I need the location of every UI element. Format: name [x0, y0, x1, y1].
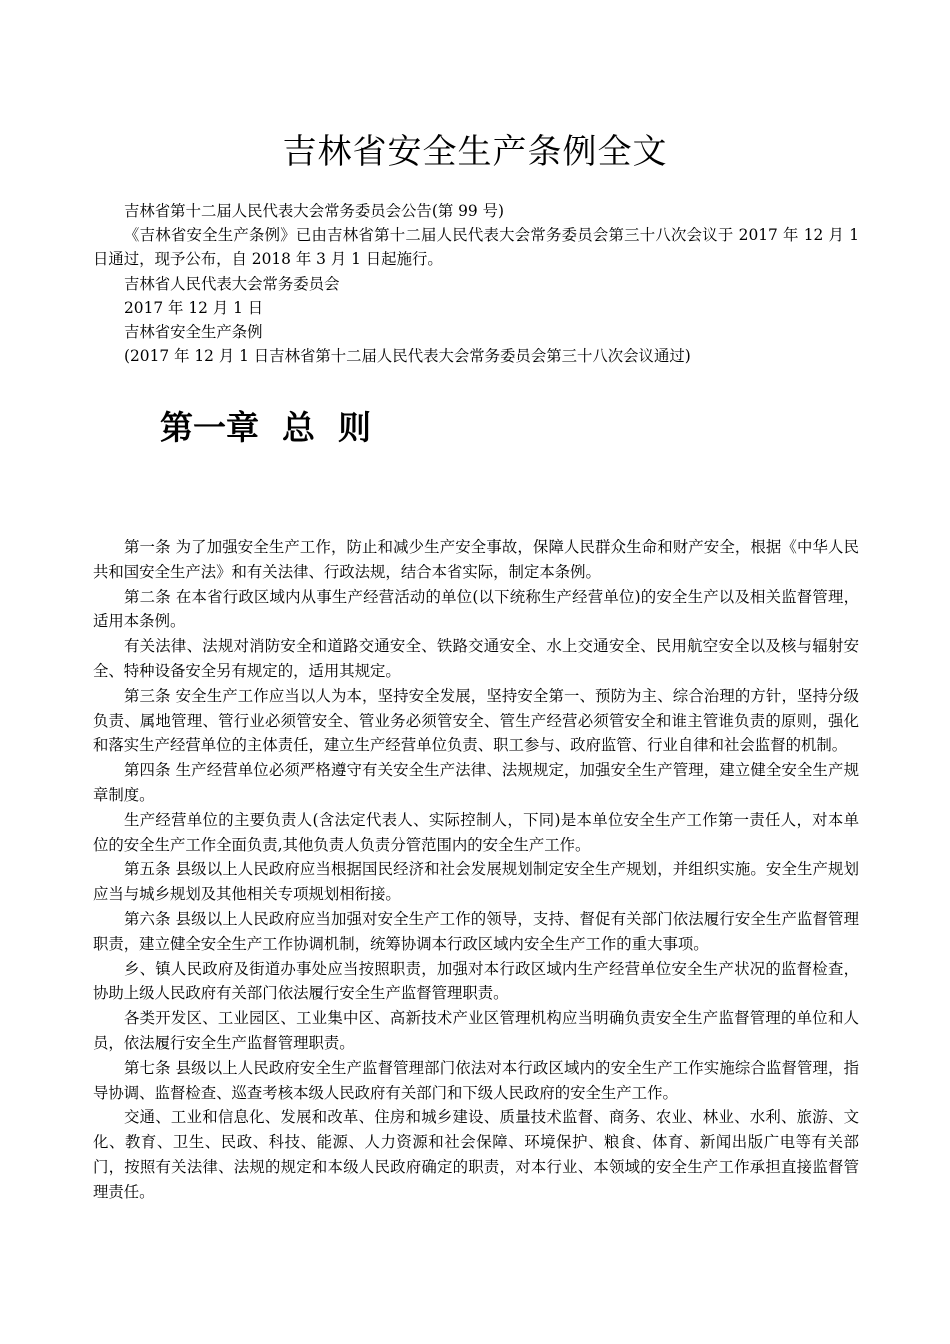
- chapter-heading: 第一章 总 则: [160, 408, 371, 447]
- article-paragraph: 生产经营单位的主要负责人(含法定代表人、实际控制人，下同)是本单位安全生产工作第一责任人，对本单位的安全生产工作全面负责,其他负责人负责分管范围内的安全生产工作。: [93, 810, 859, 854]
- announcement-block: [93, 199, 859, 368]
- article-paragraph: 乡、镇人民政府及街道办事处应当按照职责，加强对本行政区域内生产经营单位安全生产状况的监督检查，协助上级人民政府有关部门依法履行安全生产监督管理职责。: [93, 959, 859, 1003]
- issue-date: 2017 年 12 月 1 日: [124, 298, 264, 317]
- issuing-authority: 吉林省人民代表大会常务委员会: [124, 274, 340, 293]
- announcement-line: 吉林省第十二届人民代表大会常务委员会公告(第 99 号): [124, 202, 504, 220]
- document-title: 吉林省安全生产条例全文: [282, 132, 668, 172]
- article-paragraph: 第五条 县级以上人民政府应当根据国民经济和社会发展规划制定安全生产规划，并组织实施。安全生产规划应当与城乡规划及其他相关专项规划相衔接。: [93, 860, 859, 904]
- article-paragraph: 第二条 在本省行政区域内从事生产经营活动的单位(以下统称生产经营单位)的安全生产以及相关监督管理，适用本条例。: [93, 587, 859, 631]
- article-paragraph: 第四条 生产经营单位必须严格遵守有关安全生产法律、法规规定，加强安全生产管理，建立健全安全生产规章制度。: [93, 761, 859, 804]
- article-paragraph: 第六条 县级以上人民政府应当加强对安全生产工作的领导，支持、督促有关部门依法履行安全生产监督管理职责，建立健全安全生产工作协调机制，统筹协调本行政区域内安全生产工作的重大事项。: [93, 909, 859, 953]
- article-paragraph: 各类开发区、工业园区、工业集中区、高新技术产业区管理机构应当明确负责安全生产监督管理的单位和人员，依法履行安全生产监督管理职责。: [93, 1009, 859, 1052]
- article-paragraph: 有关法律、法规对消防安全和道路交通安全、铁路交通安全、水上交通安全、民用航空安全以及核与辐射安全、特种设备安全另有规定的，适用其规定。: [93, 637, 859, 680]
- regulation-name: 吉林省安全生产条例: [124, 323, 263, 342]
- chapter-body: [93, 535, 859, 1205]
- announcement-paragraph: 《吉林省安全生产条例》已由吉林省第十二届人民代表大会常务委员会第三十八次会议于 2017 年 12 月 1 日通过，现予公布，自 2018 年 3 月 1 日起施行。: [93, 226, 859, 269]
- article-paragraph: 第七条 县级以上人民政府安全生产监督管理部门依法对本行政区域内的安全生产工作实施综合监督管理，指导协调、监督检查、巡查考核本级人民政府有关部门和下级人民政府的安全生产工作。: [93, 1058, 859, 1102]
- article-paragraph: 交通、工业和信息化、发展和改革、住房和城乡建设、质量技术监督、商务、农业、林业、水利、旅游、文化、教育、卫生、民政、科技、能源、人力资源和社会保障、环境保护、粮食、体育、新闻出版广电等有关部门，按照有关法律、法规的规定和本级人民政府确定的职责，对本行业、本领域的安全生产工作承担直接监督管理责任。: [93, 1108, 859, 1201]
- article-paragraph: 第三条 安全生产工作应当以人为本，坚持安全发展，坚持安全第一、预防为主、综合治理的方针，坚持分级负责、属地管理、管行业必须管安全、管业务必须管安全、管生产经营必须管安全和谁主管谁负责的原则，强化和落实生产经营单位的主体责任，建立生产经营单位负责、职工参与、政府监管、行业自律和社会监督的机制。: [93, 686, 859, 755]
- article-paragraph: 第一条 为了加强安全生产工作，防止和减少生产安全事故，保障人民群众生命和财产安全，根据《中华人民共和国安全生产法》和有关法律、行政法规，结合本省实际，制定本条例。: [93, 538, 859, 581]
- adoption-note: (2017 年 12 月 1 日吉林省第十二届人民代表大会常务委员会第三十八次会议通过): [124, 347, 691, 366]
